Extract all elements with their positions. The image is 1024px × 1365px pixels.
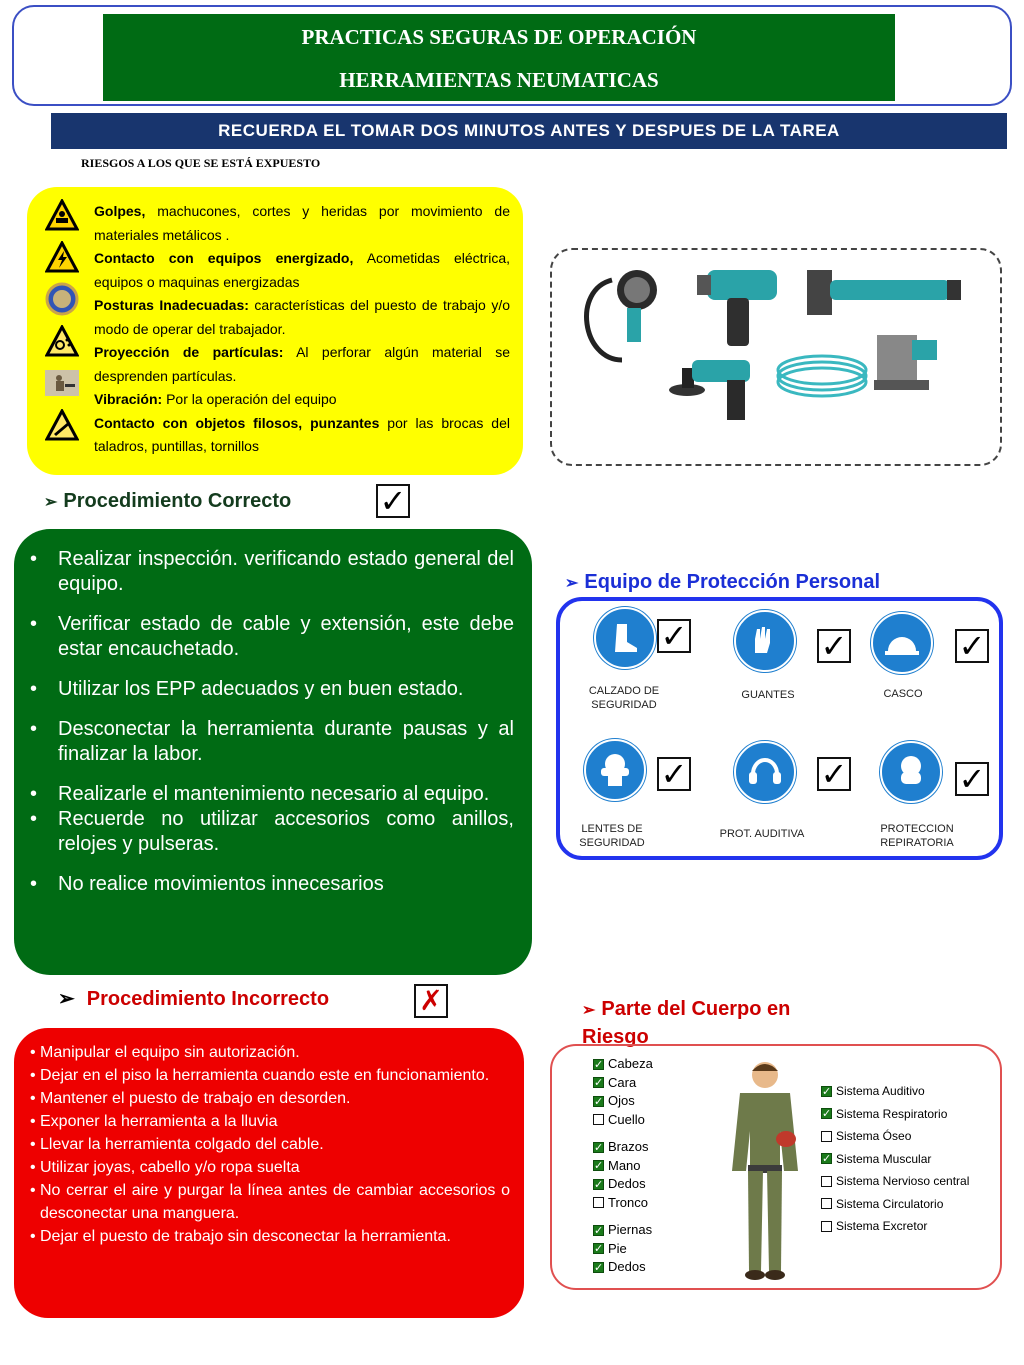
checkbox-checked-icon: ✓ [594,1177,604,1191]
epp-label: LENTES DE SEGURIDAD [579,823,645,849]
checkbox-checked-icon: ✓ [594,1223,604,1237]
page-subtitle: HERRAMIENTAS NEUMATICAS [339,68,659,92]
correct-procedure-list [44,547,514,897]
correct-procedure-panel [14,529,532,975]
incorrect-procedure-heading: ➢ Procedimiento Incorrecto [58,988,330,1010]
list-item: • No cerrar el aire y purgar la línea antes de cambiar accesorios o desconectar una manguera. [30,1179,510,1225]
particle-warning-icon [44,323,80,359]
pneumatic-tools-illustration [550,248,1002,466]
body-system-item: Sistema Nervioso central [821,1170,969,1193]
body-part-item: Cuello [593,1111,653,1130]
list-item: • Realizar inspección. verificando estado general del equipo. [44,547,514,597]
title-box [103,14,895,101]
posture-icon [44,281,80,317]
checkbox-checked-icon: ✓ [594,1076,604,1090]
checkbox-checked-icon: ✓ [594,1140,604,1154]
body-part-item: ✓ Dedos [594,1259,646,1274]
safety-glasses-icon [584,739,646,801]
body-parts-list [593,1055,653,1286]
page-title: PRACTICAS SEGURAS DE OPERACIÓN [301,25,697,49]
incorrect-procedure-panel [14,1028,524,1318]
arrow-icon: ➢ [44,494,58,511]
checkbox-empty-icon [593,1197,604,1208]
impact-warning-icon [44,197,80,233]
body-parts-heading: ➢ Parte del Cuerpo en Riesgo [582,998,791,1048]
list-item: • Desconectar la herramienta durante pausas y al finalizar la labor. [44,717,514,767]
list-item: • Recuerde no utilizar accesorios como anillos, relojes y pulseras. [44,807,514,857]
body-part-item: ✓ Dedos [594,1176,646,1191]
cross-icon: ✗ [414,984,448,1018]
body-parts-group [593,1221,653,1277]
risk-item: Contacto con objetos filosos, punzantes por las brocas del taladros, puntillas, tornillos [94,414,510,454]
body-system-item: Sistema Excretor [821,1215,969,1238]
checkbox-empty-icon [821,1176,832,1187]
epp-label: CASCO [883,688,923,700]
epp-label: PROT. AUDITIVA [719,828,805,840]
checkbox-empty-icon [593,1114,604,1125]
check-icon: ✓ [817,757,851,791]
list-item: • Verificar estado de cable y extensión, este debe estar encauchetado. [44,612,514,662]
arrow-icon: ➢ [58,988,75,1010]
list-item: • Exponer la herramienta a la lluvia [30,1110,510,1133]
arrow-icon: ➢ [565,575,579,592]
checkbox-checked-icon: ✓ [822,1152,832,1166]
check-icon: ✓ [955,629,989,663]
body-part-item: ✓ Brazos [594,1139,649,1154]
body-system-item: Sistema Óseo [821,1125,969,1148]
epp-heading: ➢ Equipo de Protección Personal [565,571,881,593]
list-item: • Utilizar los EPP adecuados y en buen estado. [44,677,514,702]
epp-label: PROTECCION REPIRATORIA [880,823,954,849]
checkbox-empty-icon [821,1221,832,1232]
vibration-icon [44,365,80,401]
worker-illustration [722,1057,808,1285]
check-icon: ✓ [657,619,691,653]
body-part-item: ✓ Pie [594,1240,627,1256]
risks-list [94,200,510,459]
body-part-item: ✓ Cara [594,1074,637,1090]
checkbox-checked-icon: ✓ [594,1094,604,1108]
checkbox-checked-icon: ✓ [822,1107,832,1121]
ear-protection-icon [734,741,796,803]
body-part-item: Tronco [593,1194,653,1213]
body-system-item: ✓ Sistema Auditivo [822,1084,925,1098]
check-icon: ✓ [657,757,691,791]
list-item: • No realice movimientos innecesarios [44,872,514,897]
risk-item: Posturas Inadecuadas: características del puesto de trabajo y/o modo de operar del trabajador. [94,297,511,337]
respirator-icon [880,741,942,803]
checkbox-empty-icon [821,1198,832,1209]
helmet-icon [871,612,933,674]
body-system-item: ✓ Sistema Muscular [822,1151,932,1166]
body-parts-group [593,1138,653,1212]
list-item: • Utilizar joyas, cabello y/o ropa suelta [30,1156,510,1179]
safety-boot-icon [594,607,656,669]
body-parts-group [593,1055,653,1129]
check-icon: ✓ [817,629,851,663]
checkbox-checked-icon: ✓ [594,1057,604,1071]
body-part-item: ✓ Cabeza [594,1056,653,1071]
body-system-item: ✓ Sistema Respiratorio [822,1106,948,1121]
risk-icons [44,197,84,449]
body-systems-list [821,1080,969,1238]
check-icon: ✓ [376,484,410,518]
list-item: • Mantener el puesto de trabajo en desorden. [30,1087,510,1110]
list-item: • Realizarle el mantenimiento necesario al equipo. [44,782,514,807]
checkbox-checked-icon: ✓ [822,1084,832,1098]
body-system-item: Sistema Circulatorio [821,1193,969,1216]
correct-procedure-heading: ➢ Procedimiento Correcto [44,490,292,512]
incorrect-procedure-list [30,1041,510,1248]
arrow-icon: ➢ [582,1002,596,1019]
electric-hazard-icon [44,239,80,275]
reminder-banner: RECUERDA EL TOMAR DOS MINUTOS ANTES Y DESPUES DE LA TAREA [51,113,1007,149]
body-part-item: ✓ Ojos [594,1093,635,1108]
epp-label: CALZADO DE SEGURIDAD [588,685,660,711]
risks-heading: RIESGOS A LOS QUE SE ESTÁ EXPUESTO [81,156,321,170]
risk-item: Vibración: Por la operación del equipo [94,391,337,407]
list-item: • Dejar en el piso la herramienta cuando este en funcionamiento. [30,1064,510,1087]
checkbox-checked-icon: ✓ [594,1242,604,1256]
epp-label: GUANTES [741,689,795,701]
body-part-item: ✓ Mano [594,1157,641,1173]
risk-item: Contacto con equipos energizado, Acometidas eléctrica, equipos o maquinas energizadas [94,250,511,290]
check-icon: ✓ [955,762,989,796]
risk-item: Golpes, machucones, cortes y heridas por movimiento de materiales metálicos . [94,203,510,243]
risk-item: Proyección de partículas: Al perforar algún material se desprenden partículas. [94,344,510,384]
gloves-icon [734,610,796,672]
sharp-object-warning-icon [44,407,80,443]
checkbox-empty-icon [821,1131,832,1142]
list-item: • Llevar la herramienta colgado del cable. [30,1133,510,1156]
checkbox-checked-icon: ✓ [594,1260,604,1274]
checkbox-checked-icon: ✓ [594,1159,604,1173]
list-item: • Manipular el equipo sin autorización. [30,1041,510,1064]
body-part-item: ✓ Piernas [594,1222,653,1237]
list-item: • Dejar el puesto de trabajo sin desconectar la herramienta. [30,1225,510,1248]
